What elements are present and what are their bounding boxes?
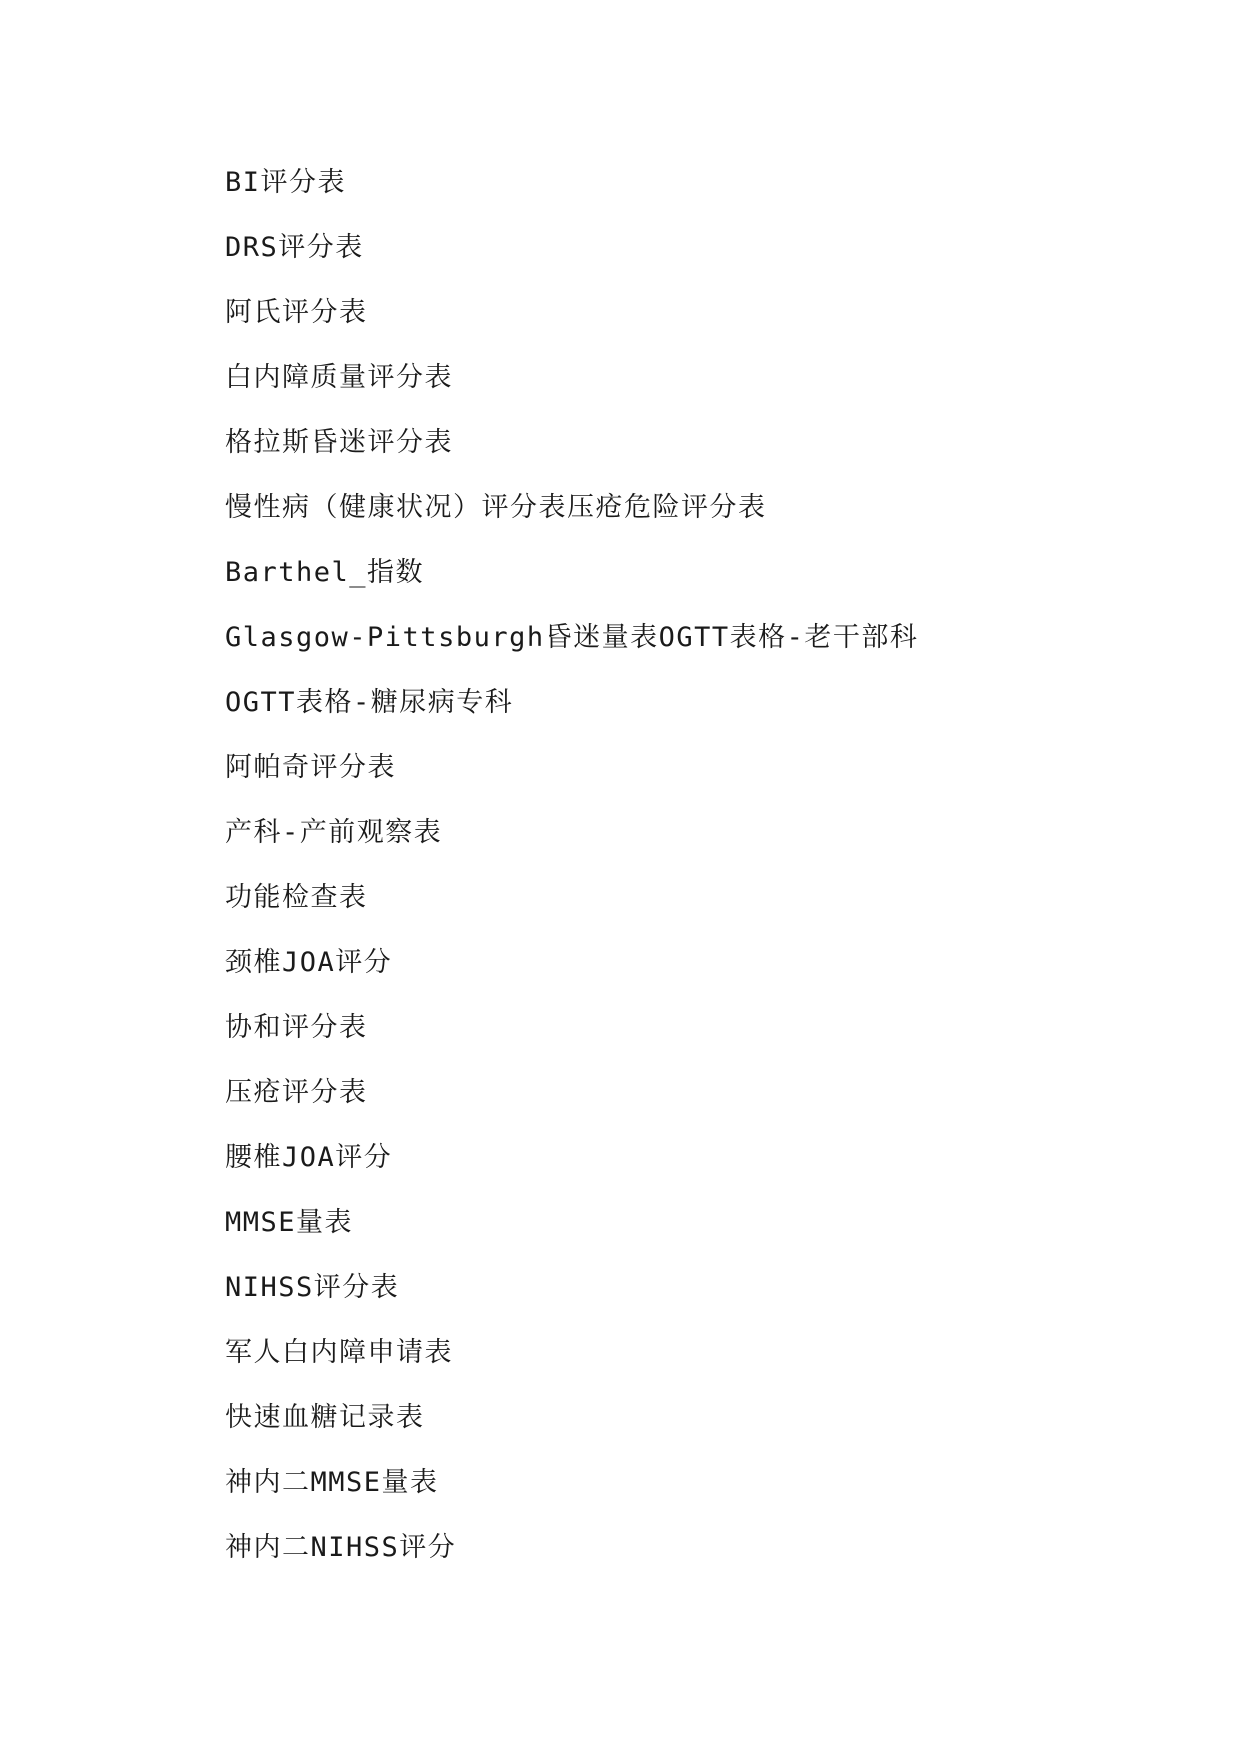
list-item: 腰椎JOA评分: [225, 1142, 393, 1173]
list-item: Glasgow-Pittsburgh昏迷量表OGTT表格-老干部科: [225, 622, 919, 653]
list-item: 协和评分表: [225, 1012, 368, 1043]
list-item: 军人白内障申请表: [225, 1337, 453, 1368]
list-item: 快速血糖记录表: [225, 1402, 425, 1433]
list-item: 压疮评分表: [225, 1077, 368, 1108]
list-item: 阿帕奇评分表: [225, 752, 396, 783]
list-item: 神内二MMSE量表: [225, 1467, 439, 1498]
list-item: 功能检查表: [225, 882, 368, 913]
list-item: NIHSS评分表: [225, 1272, 400, 1303]
list-item: 产科-产前观察表: [225, 817, 443, 848]
list-item: MMSE量表: [225, 1207, 354, 1238]
list-item: 慢性病（健康状况）评分表压疮危险评分表: [225, 492, 767, 523]
list-item: OGTT表格-糖尿病专科: [225, 687, 514, 718]
list-item: 白内障质量评分表: [225, 362, 453, 393]
list-item: Barthel_指数: [225, 557, 425, 588]
form-title-list: [225, 150, 918, 1580]
list-item: 颈椎JOA评分: [225, 947, 393, 978]
list-item: DRS评分表: [225, 232, 364, 263]
list-item: 格拉斯昏迷评分表: [225, 427, 453, 458]
list-item: 神内二NIHSS评分: [225, 1532, 457, 1563]
list-item: 阿氏评分表: [225, 297, 368, 328]
list-item: BI评分表: [225, 167, 347, 198]
